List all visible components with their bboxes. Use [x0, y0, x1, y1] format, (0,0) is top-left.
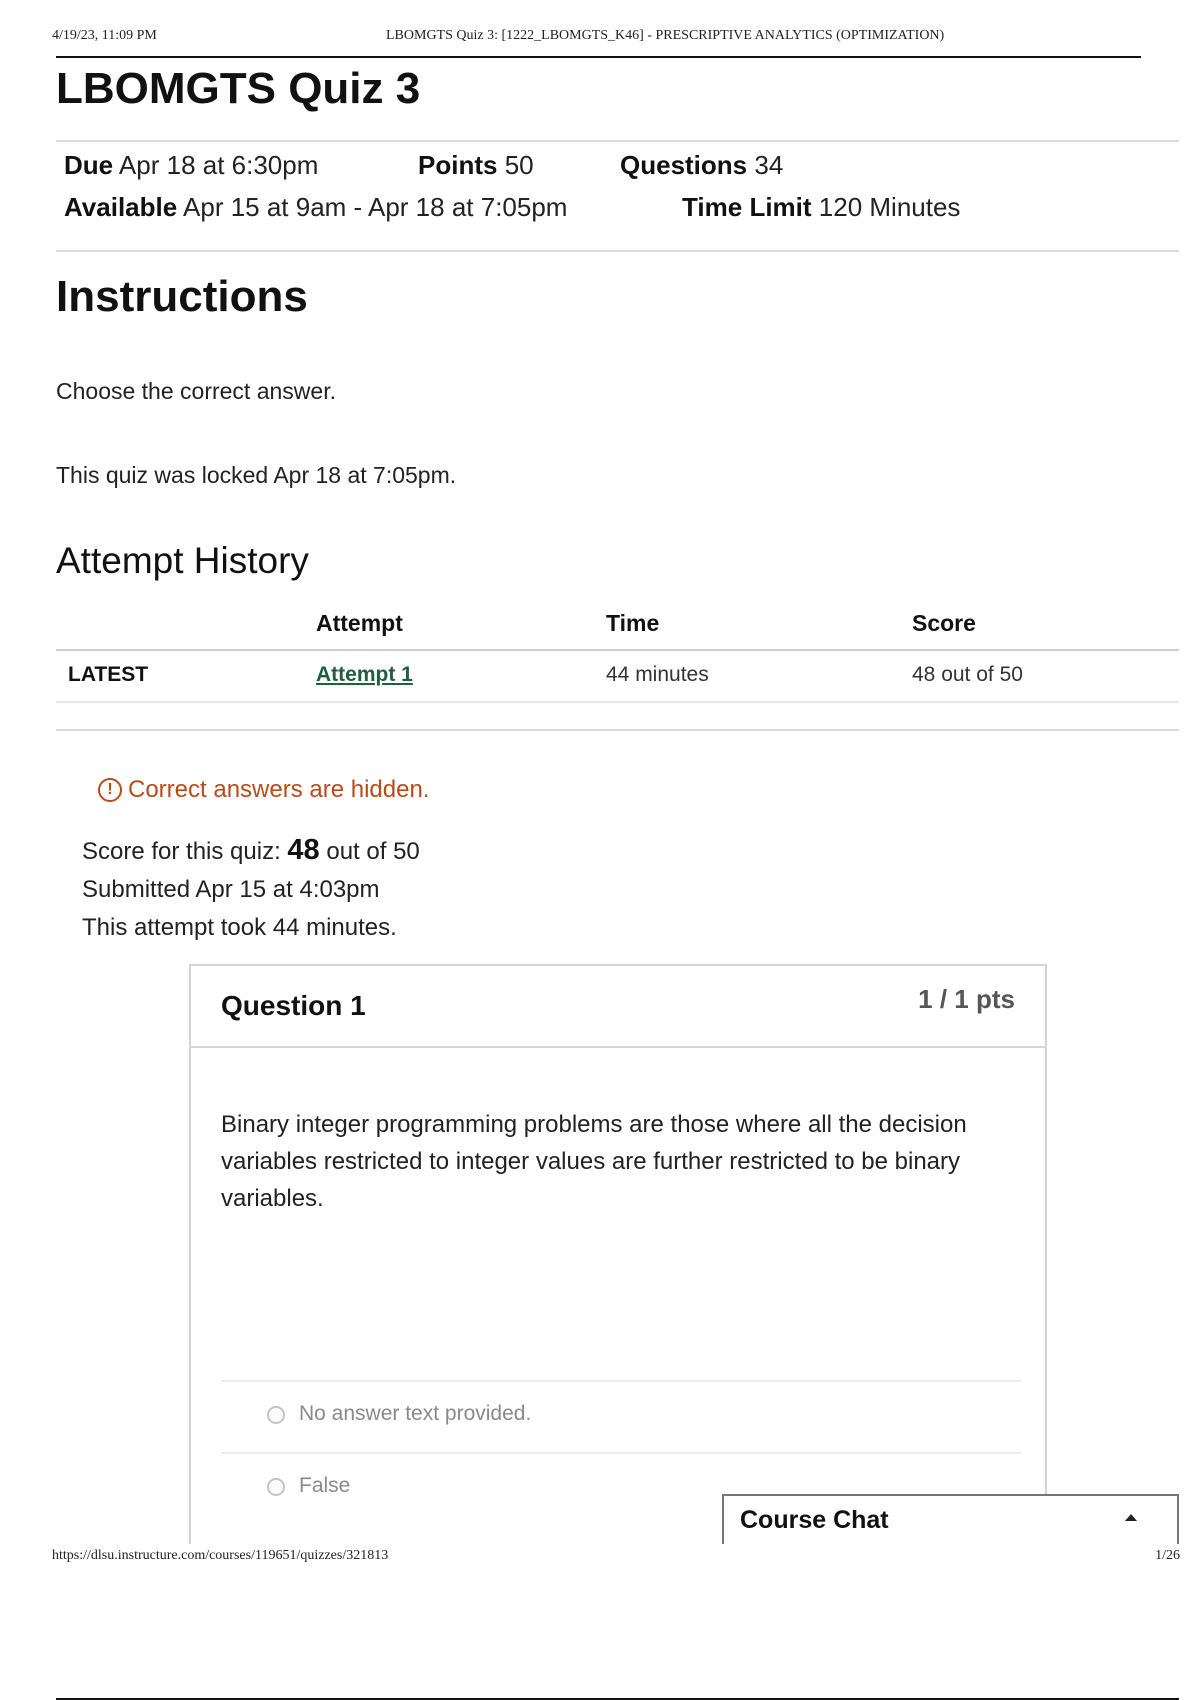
footer-url: https://dlsu.instructure.com/courses/119651/quizzes/321813: [52, 1548, 389, 1563]
questions-meta: [620, 150, 783, 181]
question-card: [189, 964, 1047, 1544]
print-date: 4/19/23, 11:09 PM: [52, 28, 157, 43]
quiz-score: [82, 834, 420, 867]
notice-text: Correct answers are hidden.: [128, 776, 430, 803]
question-title: Question 1: [221, 990, 366, 1021]
time-limit-label: Time Limit: [682, 192, 812, 222]
course-chat-panel[interactable]: [722, 1494, 1179, 1544]
submitted-time: Submitted Apr 15 at 4:03pm: [82, 876, 380, 903]
instructions-heading: Instructions: [56, 272, 308, 321]
divider: [56, 250, 1179, 252]
divider: [56, 729, 1179, 731]
print-header: [52, 28, 1142, 58]
score-value: 48: [287, 834, 320, 866]
attempt-history-table: [56, 600, 1179, 703]
points-value: 50: [504, 150, 534, 180]
latest-tag: LATEST: [56, 650, 316, 702]
score-prefix: Score for this quiz:: [82, 838, 281, 865]
available-label: Available: [64, 192, 178, 222]
question-points: 1 / 1 pts: [918, 984, 1015, 1014]
attempt-cell: [316, 650, 606, 702]
question-text: Binary integer programming problems are those where all the decision variables restricted to integer values are further restricted to be binary variables.: [221, 1111, 967, 1212]
answer-radio: [267, 1406, 285, 1424]
available-value: Apr 15 at 9am - Apr 18 at 7:05pm: [183, 192, 568, 222]
page-title: LBOMGTS Quiz 3: [56, 64, 421, 113]
questions-value: 34: [754, 150, 784, 180]
attempt-history-heading: Attempt History: [56, 540, 309, 581]
time-limit-meta: [682, 192, 960, 223]
answer-label: No answer text provided.: [299, 1402, 532, 1425]
due-value: Apr 18 at 6:30pm: [118, 150, 319, 180]
score-cell: 48 out of 50: [912, 650, 1179, 702]
due-label: Due: [64, 150, 114, 180]
time-cell: 44 minutes: [606, 650, 912, 702]
points-label: Points: [418, 150, 498, 180]
course-chat-title: Course Chat: [740, 1506, 889, 1534]
question-header: [191, 966, 1045, 1048]
questions-label: Questions: [620, 150, 748, 180]
score-suffix: out of 50: [326, 838, 420, 865]
table-header-row: [56, 600, 1179, 650]
attempt-duration: This attempt took 44 minutes.: [82, 914, 397, 941]
available-meta: [64, 192, 567, 223]
print-title: LBOMGTS Quiz 3: [1222_LBOMGTS_K46] - PRESCRIPTIVE ANALYTICS (OPTIMIZATION): [386, 28, 945, 43]
answer-label: False: [299, 1474, 351, 1497]
page-number: 1/26: [1155, 1548, 1180, 1563]
time-limit-value: 120 Minutes: [818, 192, 961, 222]
column-header: Time: [606, 600, 912, 650]
table-row: [56, 650, 1179, 702]
column-header: [56, 600, 316, 650]
quiz-meta-row-1: [64, 150, 318, 181]
caret-up-icon[interactable]: [1125, 1514, 1137, 1521]
instructions-text: Choose the correct answer.: [56, 378, 336, 404]
points-meta: [418, 150, 534, 181]
exclamation-circle-icon: !: [98, 778, 122, 802]
answer-option: [221, 1380, 1021, 1452]
column-header: Attempt: [316, 600, 606, 650]
locked-notice: This quiz was locked Apr 18 at 7:05pm.: [56, 462, 457, 488]
column-header: Score: [912, 600, 1179, 650]
answer-radio: [267, 1478, 285, 1496]
answers-hidden-notice: [98, 776, 429, 804]
header-rule: [56, 56, 1141, 58]
divider: [56, 140, 1179, 142]
attempt-link[interactable]: Attempt 1: [316, 663, 413, 686]
